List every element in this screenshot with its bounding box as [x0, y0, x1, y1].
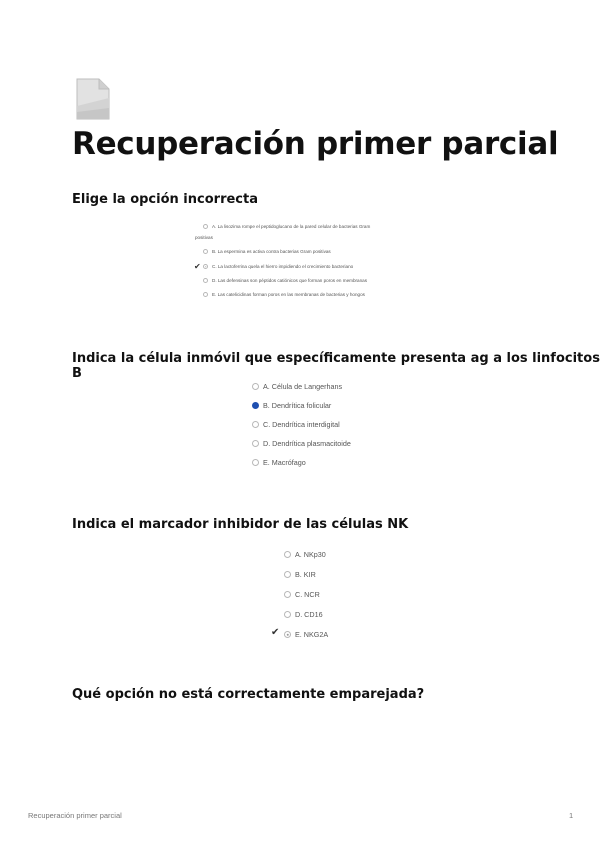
question-2-option-c[interactable] — [252, 420, 340, 429]
question-1-option-c[interactable] — [203, 264, 353, 269]
question-2-option-e[interactable] — [252, 458, 306, 467]
option-label: C. La lactoferrina quela el hierro impidiendo el crecimiento bacteriano — [212, 264, 354, 269]
radio-button[interactable] — [284, 571, 291, 578]
option-label: E. Macrófago — [263, 458, 306, 467]
question-2-title: Indica la célula inmóvil que específicamente presenta ag a los linfocitos B — [72, 351, 600, 381]
question-3-option-c[interactable] — [284, 590, 320, 599]
option-label: B. La espermina es activa contra bacterias Gram positivas — [212, 249, 331, 254]
radio-button[interactable] — [203, 264, 208, 269]
question-3-option-b[interactable] — [284, 570, 316, 579]
radio-button[interactable] — [203, 224, 208, 229]
question-1-option-a-continuation: positivas — [195, 235, 213, 240]
question-1-option-e[interactable] — [203, 292, 365, 297]
radio-button[interactable] — [203, 249, 208, 254]
radio-button[interactable] — [252, 440, 259, 447]
document-page-icon — [75, 78, 111, 120]
option-label: C. NCR — [295, 590, 320, 599]
option-label: E. NKG2A — [295, 630, 329, 639]
option-label: D. Las defensinas son péptidos catiónicos que forman poros en membranas — [212, 278, 368, 283]
option-label: A. La lisozima rompe el peptidoglucano de la pared celular de bacterias Gram — [212, 224, 371, 229]
option-label: E. Las catelicidinas forman poros en las membranas de bacterias y hongos — [212, 292, 365, 297]
question-3-option-e[interactable] — [284, 630, 328, 639]
option-label: A. Célula de Langerhans — [263, 382, 343, 391]
radio-button-selected[interactable] — [252, 402, 259, 409]
question-3-option-a[interactable] — [284, 550, 326, 559]
question-3-title: Indica el marcador inhibidor de las células NK — [72, 517, 409, 532]
option-label: C. Dendrítica interdigital — [263, 420, 340, 429]
option-label: B. Dendrítica folicular — [263, 401, 332, 410]
checkmark-icon: ✔ — [271, 627, 280, 638]
question-4-title: Qué opción no está correctamente emparejada? — [72, 687, 425, 702]
page-title: Recuperación primer parcial — [72, 126, 559, 162]
question-1-option-d[interactable] — [203, 278, 367, 283]
option-label: B. KIR — [295, 570, 316, 579]
question-1-title: Elige la opción incorrecta — [72, 192, 258, 207]
radio-button[interactable] — [284, 631, 291, 638]
radio-button[interactable] — [252, 459, 259, 466]
option-label: D. Dendrítica plasmacitoide — [263, 439, 351, 448]
footer-document-title: Recuperación primer parcial — [28, 811, 122, 820]
question-2-option-b[interactable] — [252, 401, 331, 410]
question-2-option-d[interactable] — [252, 439, 351, 448]
radio-button[interactable] — [284, 611, 291, 618]
radio-button[interactable] — [203, 292, 208, 297]
question-2-option-a[interactable] — [252, 382, 342, 391]
option-label: A. NKp30 — [295, 550, 326, 559]
radio-button[interactable] — [284, 591, 291, 598]
radio-button[interactable] — [252, 383, 259, 390]
option-label: D. CD16 — [295, 610, 323, 619]
question-3-option-d[interactable] — [284, 610, 323, 619]
footer-page-number: 1 — [569, 811, 574, 820]
radio-button[interactable] — [203, 278, 208, 283]
radio-button[interactable] — [284, 551, 291, 558]
question-1-option-b[interactable] — [203, 249, 331, 254]
checkmark-icon: ✔ — [194, 262, 201, 271]
radio-button[interactable] — [252, 421, 259, 428]
question-1-option-a[interactable] — [203, 224, 370, 229]
